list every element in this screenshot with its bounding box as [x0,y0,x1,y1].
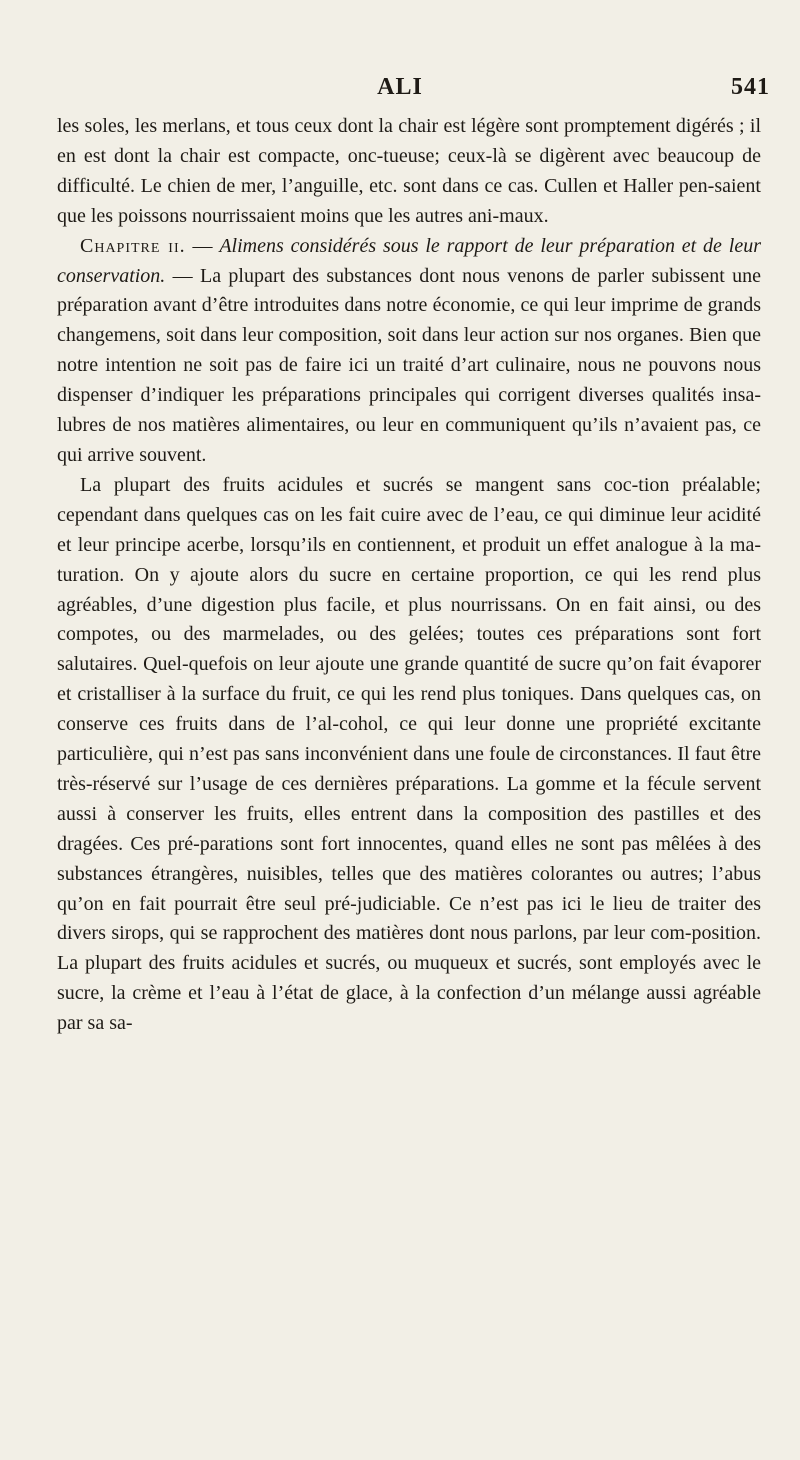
chapter-dash-1: — [185,234,220,257]
body-text [57,112,761,1039]
chapter-title: Alimens considérés sous le rapport de leur préparation et de leur conservation. [57,234,761,287]
paragraph-3: La plupart des fruits acidules et sucrés se mangent sans coc-tion préalable; cependant dans quelques cas on les fait cuire avec de l’eau, ce qui diminue leur acidité et leur principe acerbe, lorsqu’ils en contiennent, et produit un effet analogue à la ma-turation. On y ajoute alors du sucre en certaine proportion, ce qui les rend plus agréables, d’une digestion plus facile, et plus nourrissans. On en fait ainsi, ou des compotes, ou des marmelades, ou des gelées; toutes ces préparations sont fort salutaires. Quel-quefois on leur ajoute une grande quantité de sucre qu’on fait évaporer et cristalliser à la surface du fruit, ce qui les rend plus toniques. Dans quelques cas, on conserve ces fruits dans de l’al-cohol, ce qui leur donne une propriété excitante particulière, qui n’est pas sans inconvénient dans une foule de circonstances. Il faut être très-réservé sur l’usage de ces dernières préparations. La gomme et la fécule servent aussi à conserver les fruits, elles entrent dans la composition des pastilles et des dragées. Ces pré-parations sont fort innocentes, quand elles ne sont pas mêlées à des substances étrangères, nuisibles, telles que des matières colorantes ou autres; l’abus qu’on en fait pourrait être seul pré-judiciable. Ce n’est pas ici le lieu de traiter des divers sirops, qui se rapprochent des matières dont nous parlons, par leur com-position. La plupart des fruits acidules et sucrés, ou muqueux et sucrés, sont employés avec le sucre, la crème et l’eau à l’état de glace, à la confection d’un mélange aussi agréable par sa sa- [57,473,761,1035]
paragraph-1: les soles, les merlans, et tous ceux dont la chair est légère sont promptement digérés ; il en est dont la chair est compacte, onc-tueuse; ceux-là se digèrent avec beaucoup de difficulté. Le chien de mer, l’anguille, etc. sont dans ce cas. Cullen et Haller pen-saient que les poissons nourrissaient moins que les autres ani-maux. [57,115,761,227]
paragraph-2 [57,232,761,471]
running-title: ALI [377,74,423,100]
chapter-dash-2: — [165,264,200,287]
running-head [0,74,800,108]
page-number: 541 [731,74,770,100]
paragraph-2-text: La plupart des substances dont nous venons de parler subissent une préparation avant d’être introduites dans notre économie, ce qui leur imprime de grands changemens, soit dans leur composition, soit dans leur action sur nos organes. Bien que notre intention ne soit pas de faire ici un traité d’art culinaire, nous ne pouvons nous dispenser d’indiquer les préparations principales qui corrigent diverses qualités insa-lubres de nos matières alimentaires, ou leur en communiquent qu’ils n’avaient pas, ce qui arrive souvent. [57,264,761,466]
chapter-label: Chapitre ii. [80,234,186,257]
